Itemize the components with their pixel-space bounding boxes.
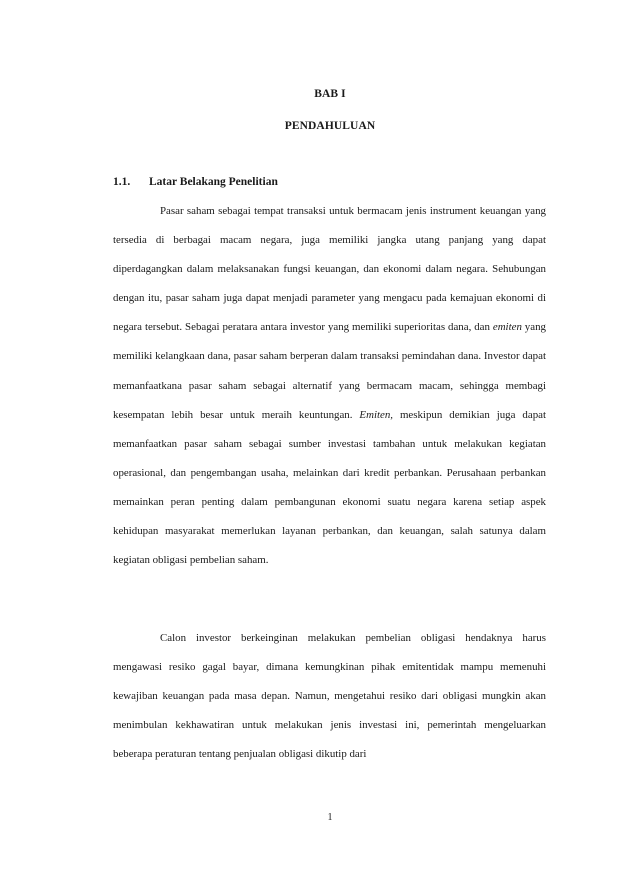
section-title: Latar Belakang Penelitian [149, 176, 278, 188]
body-paragraph-1 [113, 197, 546, 575]
section-number: 1.1. [113, 176, 131, 188]
section-heading [113, 176, 278, 188]
page-number: 1 [327, 812, 333, 823]
paragraph-text: yang memiliki kelangkaan dana, pasar saham berperan dalam transaksi pemindahan dana. Investor dapat memanfaatkana pasar saham sebagai alternatif yang bermacam macam, sehingga membagi kesempatan lebih besar untuk meraih keuntungan. [113, 321, 546, 421]
italic-term: emiten [492, 321, 522, 334]
chapter-title: PENDAHULUAN [284, 120, 376, 132]
paragraph-text: Pasar saham sebagai tempat transaksi untuk bermacam jenis instrument keuangan yang tersedia di berbagai macam negara, juga memiliki jangka utang panjang yang dapat diperdagangkan dalam melaksanakan fungsi keuangan, dan ekonomi dalam negara. Sehubungan dengan itu, pasar saham juga dapat menjadi parameter yang mengacu pada kemajuan ekonomi di negara tersebut. Sebagai peratara antara investor yang memiliki superioritas dana, dan [113, 205, 546, 334]
body-paragraph-2 [113, 624, 546, 769]
paragraph-text: meskipun demikian juga dapat memanfaatkan pasar saham sebagai sumber investasi tambahan untuk melakukan kegiatan operasional, dan pengembangan usaha, melainkan dari kredit perbankan. Perusahaan perbankan memainkan peran penting dalam pembangunan ekonomi suatu negara karena setiap aspek kehidupan masyarakat memerlukan layanan perbankan, dan keuangan, salah satunya dalam kegiatan obligasi pembelian saham. [113, 408, 546, 567]
paragraph-text: Calon investor berkeinginan melakukan pembelian obligasi hendaknya harus mengawasi resiko gagal bayar, dimana kemungkinan pihak emitentidak mampu memenuhi kewajiban keuangan pada masa depan. Namun, mengetahui resiko dari obligasi mungkin akan menimbulan kekhawatiran untuk melakukan jenis investasi ini, pemerintah mengeluarkan beberapa peraturan tentang penjualan obligasi dikutip dari [113, 632, 546, 761]
chapter-number: BAB I [314, 88, 346, 100]
italic-term: Emiten, [359, 408, 393, 421]
